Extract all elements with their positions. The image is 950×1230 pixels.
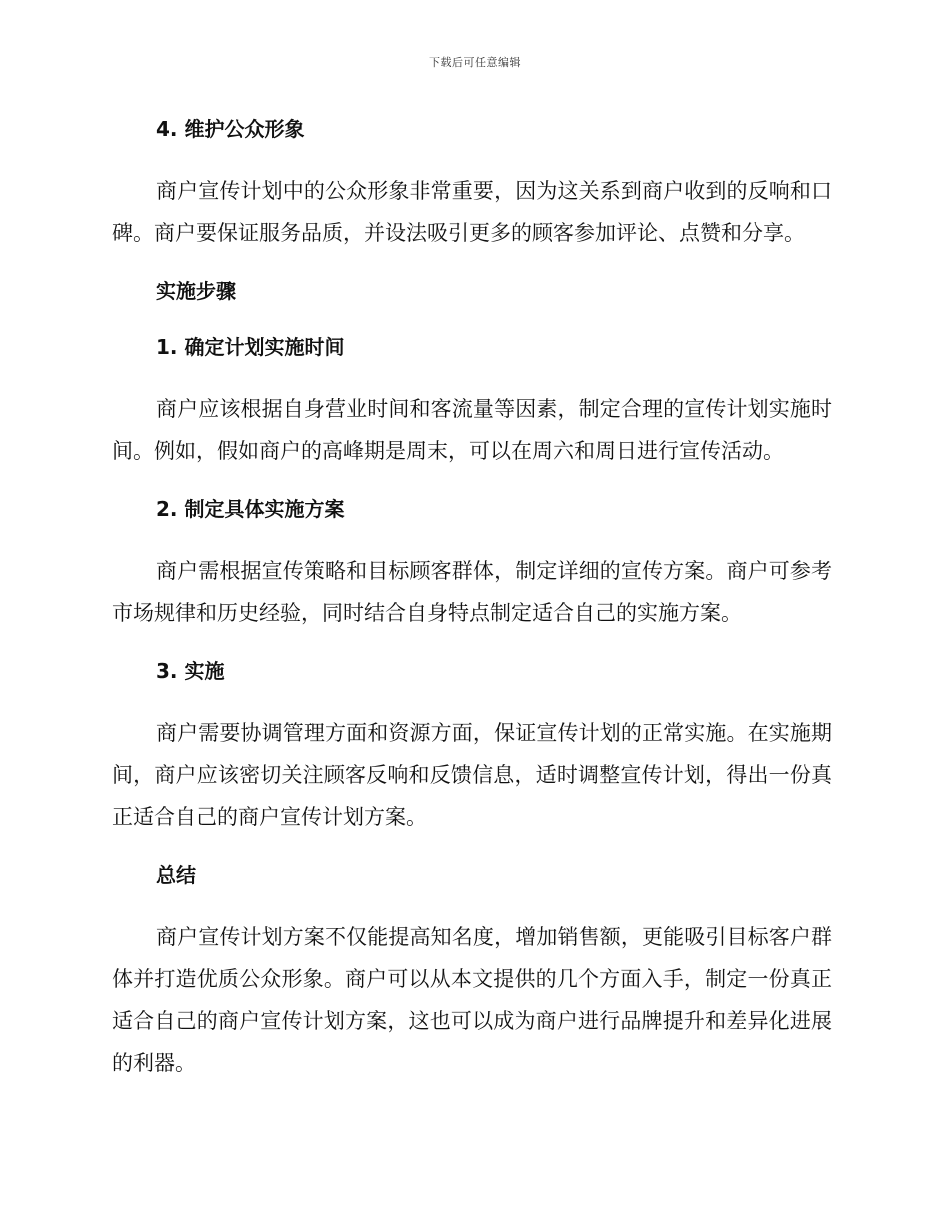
- document-body: [112, 110, 832, 1106]
- section-heading-summary: 总结: [156, 863, 196, 887]
- paragraph-specific-plan: 商户需根据宣传策略和目标顾客群体，制定详细的宣传方案。商户可参考市场规律和历史经验，同时结合自身特点制定适合自己的实施方案。: [112, 559, 832, 625]
- paragraph-public-image: 商户宣传计划中的公众形象非常重要，因为这关系到商户收到的反响和口碑。商户要保证服务品质，并设法吸引更多的顾客参加评论、点赞和分享。: [112, 179, 832, 245]
- section-heading-maintain-image: 4. 维护公众形象: [156, 117, 305, 141]
- section-heading-determine-time: 1. 确定计划实施时间: [156, 335, 345, 359]
- paragraph-implement: 商户需要协调管理方面和资源方面，保证宣传计划的正常实施。在实施期间，商户应该密切关注顾客反响和反馈信息，适时调整宣传计划，得出一份真正适合自己的商户宣传计划方案。: [112, 721, 832, 829]
- section-heading-implement: 3. 实施: [156, 659, 225, 683]
- page-header: 下载后可任意编辑: [429, 56, 521, 69]
- section-heading-implementation-steps: 实施步骤: [156, 279, 236, 303]
- paragraph-summary: 商户宣传计划方案不仅能提高知名度，增加销售额，更能吸引目标客户群体并打造优质公众形象。商户可以从本文提供的几个方面入手，制定一份真正适合自己的商户宣传计划方案，这也可以成为商户进行品牌提升和差异化进展的利器。: [112, 925, 832, 1075]
- paragraph-determine-time: 商户应该根据自身营业时间和客流量等因素，制定合理的宣传计划实施时间。例如，假如商户的高峰期是周末，可以在周六和周日进行宣传活动。: [112, 397, 832, 463]
- section-heading-specific-plan: 2. 制定具体实施方案: [156, 497, 345, 521]
